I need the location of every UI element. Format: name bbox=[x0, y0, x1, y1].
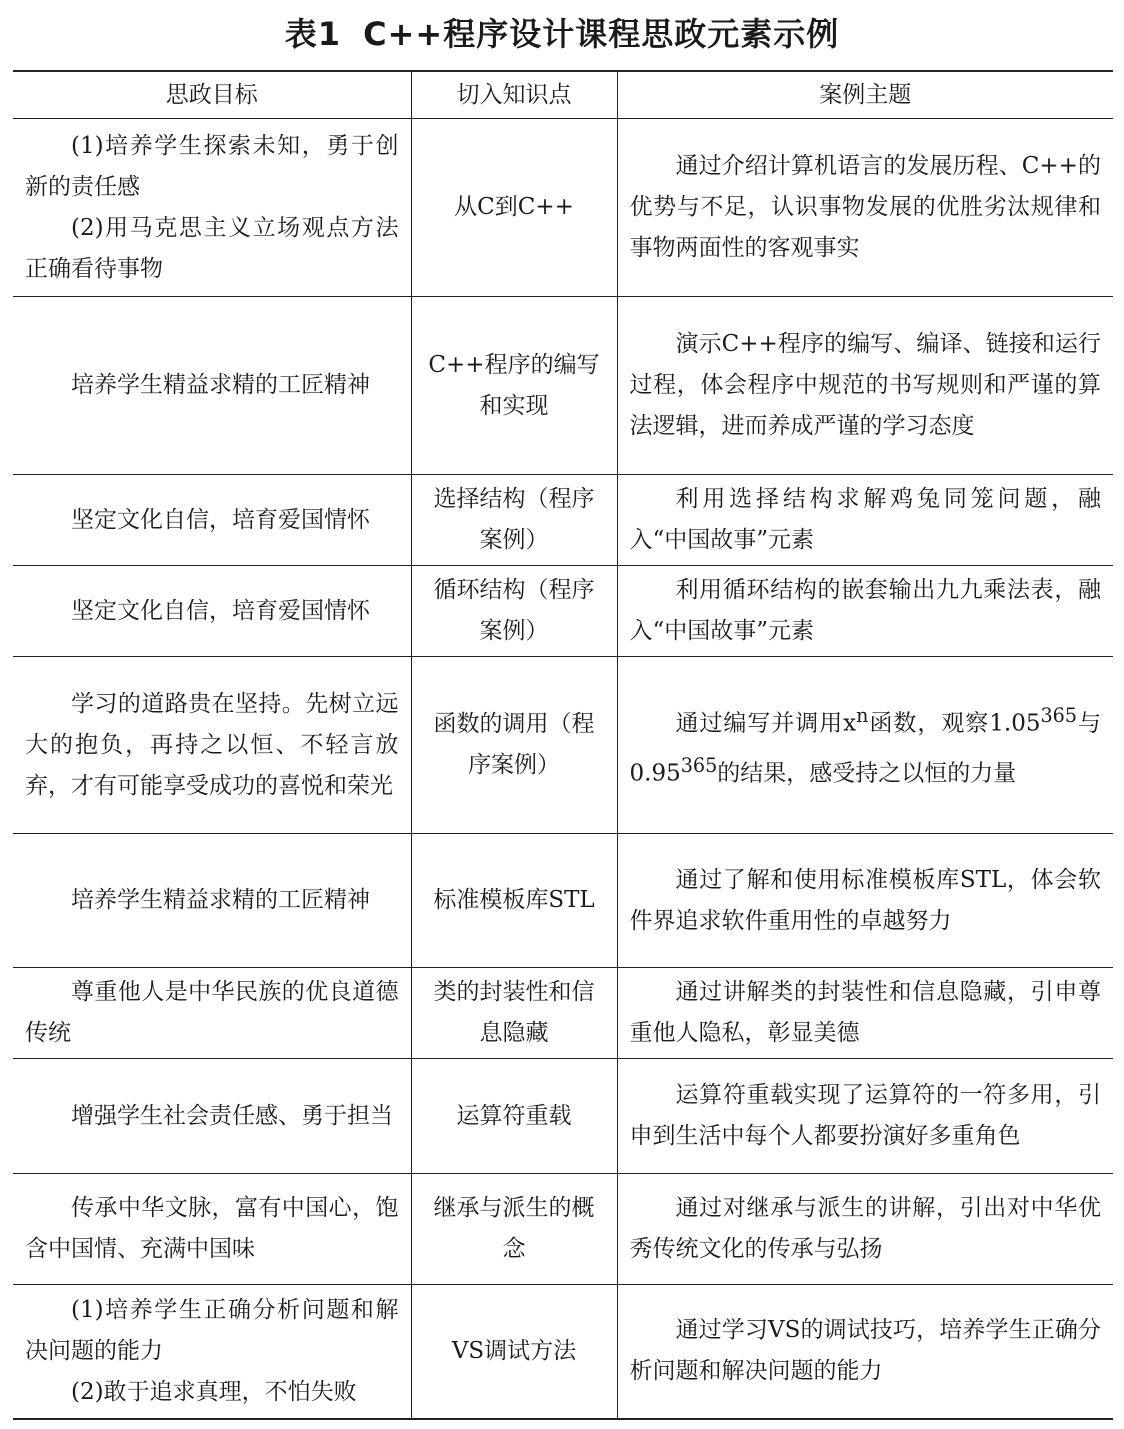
point-cell: 从C到C++ bbox=[411, 119, 617, 297]
goal-cell: 培养学生精益求精的工匠精神 bbox=[13, 834, 411, 968]
header-theme: 案例主题 bbox=[617, 71, 1113, 119]
point-cell: 选择结构（程序案例） bbox=[411, 475, 617, 566]
theme-cell: 演示C++程序的编写、编译、链接和运行过程，体会程序中规范的书写规则和严谨的算法逻辑，进而养成严谨的学习态度 bbox=[617, 297, 1113, 475]
header-goal: 思政目标 bbox=[13, 71, 411, 119]
theme-cell: 通过讲解类的封装性和信息隐藏，引申尊重他人隐私，彰显美德 bbox=[617, 968, 1113, 1059]
table-row bbox=[13, 1174, 1113, 1285]
table-caption: C++程序设计课程思政元素示例 bbox=[363, 15, 840, 53]
table-row bbox=[13, 475, 1113, 566]
table-row bbox=[13, 119, 1113, 297]
theme-cell: 利用循环结构的嵌套输出九九乘法表，融入“中国故事”元素 bbox=[617, 566, 1113, 657]
point-cell: 继承与派生的概念 bbox=[411, 1174, 617, 1285]
table-header-row bbox=[13, 71, 1113, 119]
table-row bbox=[13, 1285, 1113, 1419]
goal-cell: 尊重他人是中华民族的优良道德传统 bbox=[13, 968, 411, 1059]
header-point: 切入知识点 bbox=[411, 71, 617, 119]
point-cell: 函数的调用（程序案例） bbox=[411, 657, 617, 834]
table-number: 表1 bbox=[284, 15, 342, 53]
table-row bbox=[13, 566, 1113, 657]
goal-cell: 培养学生精益求精的工匠精神 bbox=[13, 297, 411, 475]
point-cell: 运算符重载 bbox=[411, 1059, 617, 1174]
goal-cell: 传承中华文脉，富有中国心，饱含中国情、充满中国味 bbox=[13, 1174, 411, 1285]
goal-cell: 坚定文化自信，培育爱国情怀 bbox=[13, 566, 411, 657]
theme-cell: 通过编写并调用$x^n$函数，观察1.05$^{365}$与0.95$^{365}$的结果，感受持之以恒的力量 bbox=[617, 657, 1113, 834]
goal-cell: 坚定文化自信，培育爱国情怀 bbox=[13, 475, 411, 566]
theme-cell: 通过学习VS的调试技巧，培养学生正确分析问题和解决问题的能力 bbox=[617, 1285, 1113, 1419]
theme-cell: 通过介绍计算机语言的发展历程、C++的优势与不足，认识事物发展的优胜劣汰规律和事物两面性的客观事实 bbox=[617, 119, 1113, 297]
content-table bbox=[13, 70, 1113, 1420]
point-cell: 类的封装性和信息隐藏 bbox=[411, 968, 617, 1059]
theme-cell: 运算符重载实现了运算符的一符多用，引申到生活中每个人都要扮演好多重角色 bbox=[617, 1059, 1113, 1174]
table-row bbox=[13, 834, 1113, 968]
table-row bbox=[13, 657, 1113, 834]
point-cell: 循环结构（程序案例） bbox=[411, 566, 617, 657]
theme-cell: 通过对继承与派生的讲解，引出对中华优秀传统文化的传承与弘扬 bbox=[617, 1174, 1113, 1285]
point-cell: VS调试方法 bbox=[411, 1285, 617, 1419]
point-cell: 标准模板库STL bbox=[411, 834, 617, 968]
goal-cell: 学习的道路贵在坚持。先树立远大的抱负，再持之以恒、不轻言放弃，才有可能享受成功的喜悦和荣光 bbox=[13, 657, 411, 834]
goal-cell: 增强学生社会责任感、勇于担当 bbox=[13, 1059, 411, 1174]
table-row bbox=[13, 297, 1113, 475]
point-cell: C++程序的编写和实现 bbox=[411, 297, 617, 475]
goal-cell: (1)培养学生正确分析问题和解决问题的能力 (2)敢于追求真理，不怕失败 bbox=[13, 1285, 411, 1419]
theme-cell: 通过了解和使用标准模板库STL，体会软件界追求软件重用性的卓越努力 bbox=[617, 834, 1113, 968]
table-row bbox=[13, 1059, 1113, 1174]
table-row bbox=[13, 968, 1113, 1059]
table-title bbox=[0, 8, 1124, 60]
goal-cell: (1)培养学生探索未知，勇于创新的责任感 (2)用马克思主义立场观点方法正确看待事物 bbox=[13, 119, 411, 297]
theme-cell: 利用选择结构求解鸡兔同笼问题，融入“中国故事”元素 bbox=[617, 475, 1113, 566]
